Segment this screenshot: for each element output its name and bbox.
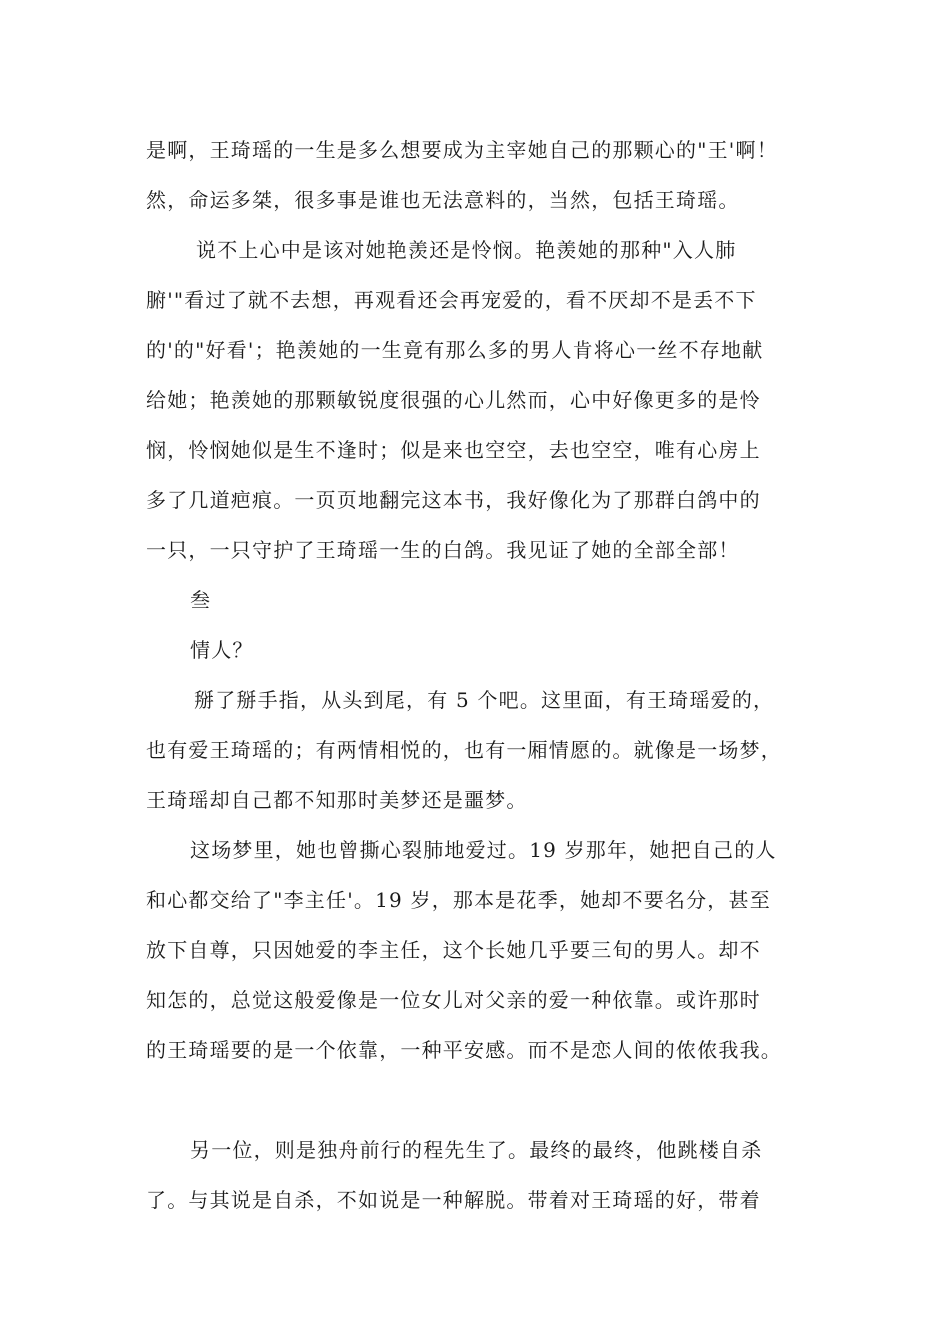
text-line: 一只，一只守护了王琦瑶一生的白鸽。我见证了她的全部全部！ (146, 538, 740, 562)
text-line: 多了几道疤痕。一页页地翻完这本书，我好像化为了那群白鸽中的 (146, 488, 761, 512)
text-line: 另一位，则是独舟前行的程先生了。最终的最终，他跳楼自杀 (190, 1138, 763, 1162)
text-line: 和心都交给了"李主任'。19 岁，那本是花季，她却不要名分，甚至 (146, 888, 771, 912)
text-line: 也有爱王琦瑶的；有两情相悦的，也有一厢情愿的。就像是一场梦， (146, 738, 782, 762)
text-line: 腑'"看过了就不去想，再观看还会再宠爱的，看不厌却不是丢不下 (146, 288, 757, 312)
text-line: 给她；艳羡她的那颗敏锐度很强的心儿然而，心中好像更多的是怜 (146, 388, 761, 412)
text-line: 掰了掰手指，从头到尾，有 5 个吧。这里面，有王琦瑶爱的， (194, 688, 775, 712)
text-line: 说不上心中是该对她艳羡还是怜悯。艳羡她的那种"入人肺 (196, 238, 737, 262)
subheading: 情人？ (190, 638, 254, 662)
text-line: 然，命运多桀，很多事是谁也无法意料的，当然，包括王琦瑶。 (146, 188, 740, 212)
text-line: 这场梦里，她也曾撕心裂肺地爱过。19 岁那年，她把自己的人 (190, 838, 777, 862)
text-line: 了。与其说是自杀，不如说是一种解脱。带着对王琦瑶的好，带着 (146, 1188, 761, 1212)
text-line: 知怎的，总觉这般爱像是一位女儿对父亲的爱一种依靠。或许那时 (146, 988, 761, 1012)
section-heading: 叁 (190, 588, 212, 612)
text-line: 是啊，王琦瑶的一生是多么想要成为主宰她自己的那颗心的"王'啊！ (146, 138, 778, 162)
text-line: 的'的"好看'；艳羡她的一生竟有那么多的男人肯将心一丝不存地献 (146, 338, 764, 362)
text-line: 放下自尊，只因她爱的李主任，这个长她几乎要三旬的男人。却不 (146, 938, 761, 962)
text-line: 的王琦瑶要的是一个依靠，一种平安感。而不是恋人间的侬侬我我。 (146, 1038, 782, 1062)
text-line: 悯，怜悯她似是生不逢时；似是来也空空，去也空空，唯有心房上 (146, 438, 761, 462)
text-line: 王琦瑶却自己都不知那时美梦还是噩梦。 (146, 788, 528, 812)
